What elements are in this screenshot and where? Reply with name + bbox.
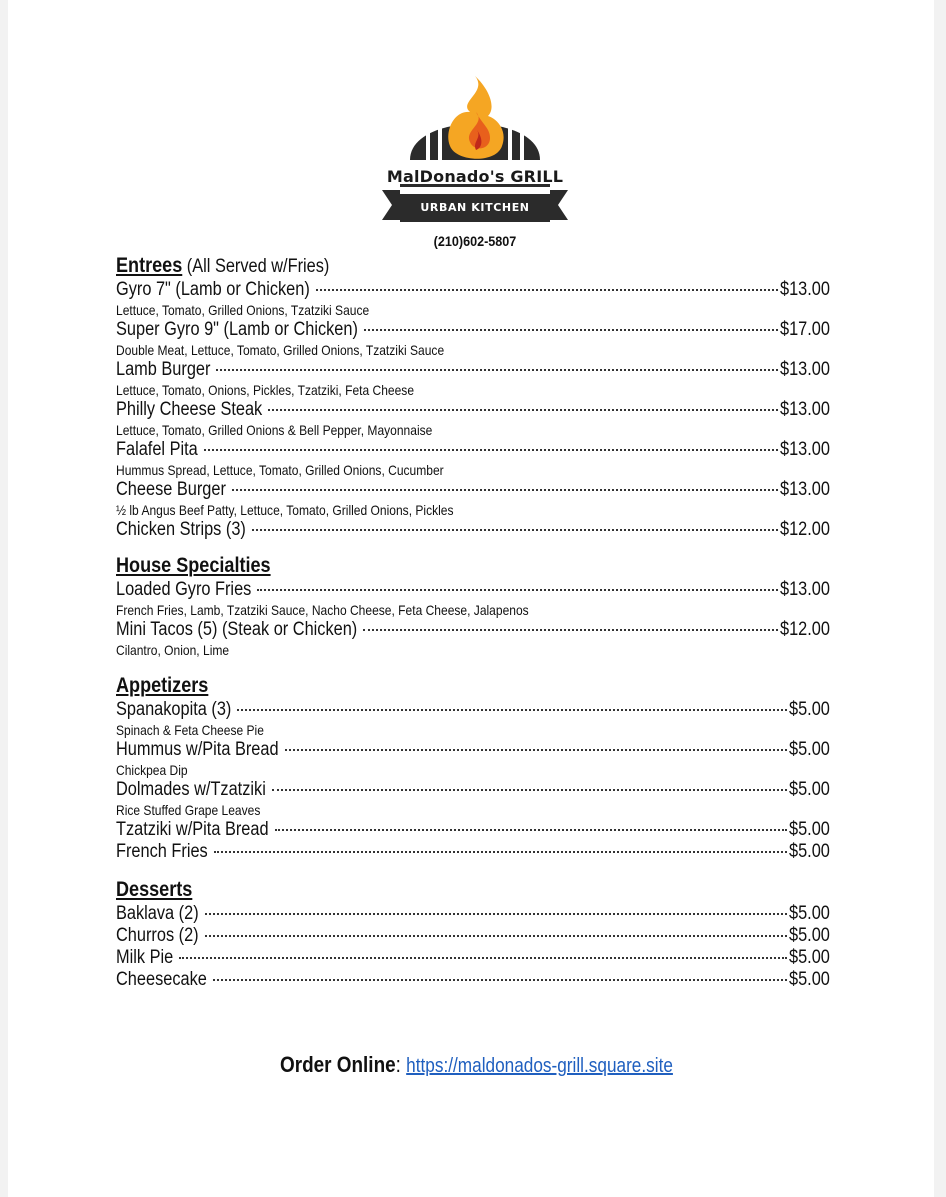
menu-item-name: Tzatziki w/Pita Bread bbox=[116, 819, 269, 840]
menu-item-name: Cheesecake bbox=[116, 969, 207, 990]
dot-leader bbox=[363, 629, 778, 631]
section-title: Appetizers bbox=[116, 674, 209, 697]
order-link[interactable]: https://maldonados-grill.square.site bbox=[406, 1055, 673, 1077]
menu-item-description: Lettuce, Tomato, Grilled Onions, Tzatziki Sauce bbox=[116, 302, 370, 318]
menu-item-price: $5.00 bbox=[789, 699, 831, 720]
section-title: Entrees bbox=[116, 254, 183, 277]
menu-item bbox=[116, 479, 830, 501]
dot-leader bbox=[364, 329, 778, 331]
menu-item-price: $5.00 bbox=[789, 947, 831, 968]
dot-leader bbox=[257, 589, 778, 591]
dot-leader bbox=[232, 489, 778, 491]
menu-item-price: $12.00 bbox=[780, 619, 831, 640]
section-desserts bbox=[116, 877, 830, 903]
menu-item-price: $13.00 bbox=[780, 399, 831, 420]
dot-leader bbox=[275, 829, 788, 831]
order-online bbox=[280, 1052, 700, 1078]
restaurant-logo bbox=[378, 72, 572, 230]
phone-number: (210)602-5807 bbox=[433, 233, 517, 249]
menu-item-price: $13.00 bbox=[780, 479, 831, 500]
menu-item-price: $13.00 bbox=[780, 579, 831, 600]
menu-item-description: French Fries, Lamb, Tzatziki Sauce, Nacho Cheese, Feta Cheese, Jalapenos bbox=[116, 602, 529, 618]
section-appetizers bbox=[116, 673, 830, 699]
menu-item-description: Lettuce, Tomato, Grilled Onions & Bell Pepper, Mayonnaise bbox=[116, 422, 433, 438]
menu-item bbox=[116, 579, 830, 601]
menu-item-description: ½ lb Angus Beef Patty, Lettuce, Tomato, Grilled Onions, Pickles bbox=[116, 502, 454, 518]
menu-item-description: Double Meat, Lettuce, Tomato, Grilled Onions, Tzatziki Sauce bbox=[116, 342, 445, 358]
menu-item bbox=[116, 619, 830, 641]
menu-item-name: French Fries bbox=[116, 841, 208, 862]
menu-item-name: Falafel Pita bbox=[116, 439, 198, 460]
order-separator: : bbox=[395, 1052, 407, 1077]
menu-item-price: $13.00 bbox=[780, 359, 831, 380]
dot-leader bbox=[205, 913, 787, 915]
dot-leader bbox=[214, 851, 787, 853]
menu-item-name: Milk Pie bbox=[116, 947, 174, 968]
menu-item-name: Super Gyro 9" (Lamb or Chicken) bbox=[116, 319, 358, 340]
menu-item-name: Churros (2) bbox=[116, 925, 199, 946]
menu-item-name: Mini Tacos (5) (Steak or Chicken) bbox=[116, 619, 358, 640]
menu-list bbox=[116, 253, 830, 991]
section-entrees bbox=[116, 253, 830, 279]
menu-item bbox=[116, 319, 830, 341]
logo-name: MalDonado's GRILL bbox=[386, 167, 564, 186]
menu-item-price: $5.00 bbox=[789, 841, 831, 862]
menu-item-name: Baklava (2) bbox=[116, 903, 199, 924]
menu-item-name: Chicken Strips (3) bbox=[116, 519, 246, 540]
menu-item-name: Hummus w/Pita Bread bbox=[116, 739, 279, 760]
menu-item bbox=[116, 739, 830, 761]
menu-item-price: $13.00 bbox=[780, 279, 831, 300]
dot-leader bbox=[268, 409, 778, 411]
dot-leader bbox=[216, 369, 778, 371]
menu-item-price: $5.00 bbox=[789, 969, 831, 990]
menu-item-price: $12.00 bbox=[780, 519, 831, 540]
menu-item bbox=[116, 969, 830, 991]
menu-item-description: Spinach & Feta Cheese Pie bbox=[116, 722, 264, 738]
dot-leader bbox=[204, 449, 778, 451]
menu-item-price: $5.00 bbox=[789, 903, 831, 924]
menu-item bbox=[116, 519, 830, 541]
menu-item-name: Cheese Burger bbox=[116, 479, 226, 500]
menu-item bbox=[116, 819, 830, 841]
menu-item bbox=[116, 279, 830, 301]
menu-item bbox=[116, 359, 830, 381]
order-label: Order Online bbox=[280, 1052, 396, 1077]
dot-leader bbox=[252, 529, 778, 531]
menu-item-price: $5.00 bbox=[789, 779, 831, 800]
dot-leader bbox=[213, 979, 787, 981]
menu-item-price: $5.00 bbox=[789, 819, 831, 840]
menu-item bbox=[116, 925, 830, 947]
menu-item bbox=[116, 399, 830, 421]
menu-item-description: Rice Stuffed Grape Leaves bbox=[116, 802, 261, 818]
logo-banner: URBAN KITCHEN bbox=[420, 201, 530, 214]
menu-item-price: $5.00 bbox=[789, 739, 831, 760]
section-note: (All Served w/Fries) bbox=[182, 256, 330, 277]
menu-item-name: Dolmades w/Tzatziki bbox=[116, 779, 266, 800]
menu-item-name: Lamb Burger bbox=[116, 359, 211, 380]
section-specialties bbox=[116, 553, 830, 579]
menu-item-name: Loaded Gyro Fries bbox=[116, 579, 252, 600]
dot-leader bbox=[205, 935, 788, 937]
dot-leader bbox=[237, 709, 787, 711]
dot-leader bbox=[316, 289, 778, 291]
menu-item bbox=[116, 947, 830, 969]
section-title: Desserts bbox=[116, 878, 193, 901]
menu-item bbox=[116, 699, 830, 721]
menu-item bbox=[116, 439, 830, 461]
dot-leader bbox=[272, 789, 787, 791]
dot-leader bbox=[179, 957, 787, 959]
menu-item-description: Hummus Spread, Lettuce, Tomato, Grilled Onions, Cucumber bbox=[116, 462, 444, 478]
menu-item bbox=[116, 779, 830, 801]
menu-item-description: Chickpea Dip bbox=[116, 762, 188, 778]
menu-item-name: Spanakopita (3) bbox=[116, 699, 232, 720]
menu-item-name: Philly Cheese Steak bbox=[116, 399, 263, 420]
menu-item-price: $17.00 bbox=[780, 319, 831, 340]
menu-item-price: $5.00 bbox=[789, 925, 831, 946]
menu-item-description: Cilantro, Onion, Lime bbox=[116, 642, 230, 658]
menu-item bbox=[116, 903, 830, 925]
dot-leader bbox=[285, 749, 788, 751]
menu-item bbox=[116, 841, 830, 863]
menu-item-price: $13.00 bbox=[780, 439, 831, 460]
section-title: House Specialties bbox=[116, 554, 271, 577]
menu-item-name: Gyro 7" (Lamb or Chicken) bbox=[116, 279, 310, 300]
menu-item-description: Lettuce, Tomato, Onions, Pickles, Tzatziki, Feta Cheese bbox=[116, 382, 415, 398]
